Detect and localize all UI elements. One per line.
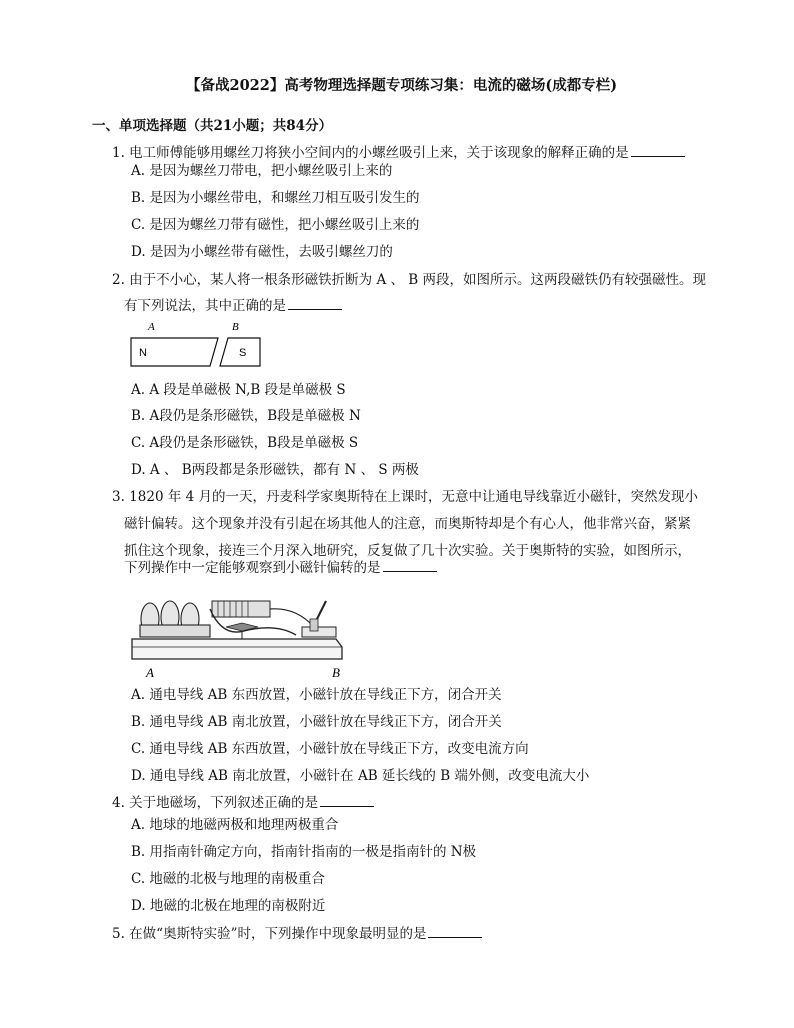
question-1-option-b: B. 是因为小螺丝带电，和螺丝刀相互吸引发生的 [131,190,420,206]
wire-holder [212,601,270,617]
question-3-option-c: C. 通电导线 AB 东西放置，小磁针放在导线正下方，改变电流方向 [131,741,529,757]
question-4-option-d: D. 地磁的北极在地理的南极附近 [131,898,326,914]
broken-magnet-figure [126,318,266,372]
question-2-option-d: D. A 、 B两段都是条形磁铁，都有 N 、 S 两极 [131,462,419,478]
question-1-option-d: D. 是因为小螺丝带有磁性，去吸引螺丝刀的 [131,244,393,260]
answer-blank [383,557,437,572]
question-4-option-b: B. 用指南针确定方向，指南针指南的一极是指南针的 N极 [131,844,477,860]
question-4-option-c: C. 地磁的北极与地理的南极重合 [131,871,325,887]
question-5-stem: 5. 在做“奥斯特实验”时，下列操作中现象最明显的是 [112,921,482,947]
question-3-stem-line-2: 磁针偏转。这个现象并没有引起在场其他人的注意，而奥斯特却是个有心人，他非常兴奋，紧紧 [124,516,691,532]
question-2-stem-line-2: 有下列说法，其中正确的是 [124,293,342,319]
question-4-option-a: A. 地球的地磁两极和地理两极重合 [131,817,339,833]
question-4-stem: 4. 关于地磁场，下列叙述正确的是 [112,790,374,816]
question-3-option-b: B. 通电导线 AB 南北放置，小磁针放在导线正下方，闭合开关 [131,714,502,730]
section-heading: 一、单项选择题（共21小题；共84分） [92,118,333,134]
figure-label-a: A [148,321,155,333]
question-2-option-a: A. A 段是单磁极 N,B 段是单磁极 S [131,382,346,398]
base-board [132,639,342,659]
figure-label-a: A [146,665,154,680]
question-3-stem-line-3: 抓住这个现象，接连三个月深入地研究，反复做了几十次实验。关于奥斯特的实验，如图所示， [124,543,691,559]
question-3-stem-line-1: 3. 1820 年 4 月的一天，丹麦科学家奥斯特在上课时，无意中让通电导线靠近小磁针，突然发现小 [112,489,698,505]
pole-n-label: N [139,347,147,359]
question-2-stem-line-1: 2. 由于不小心，某人将一根条形磁铁折断为 A 、 B 两段，如图所示。这两段磁铁仍有较强磁性。现 [112,272,707,288]
question-3-option-a: A. 通电导线 AB 东西放置，小磁针放在导线正下方，闭合开关 [131,687,502,703]
question-2-option-b: B. A段仍是条形磁铁，B段是单磁极 N [131,408,361,424]
pole-s-label: S [239,347,247,359]
question-3-option-d: D. 通电导线 AB 南北放置，小磁针在 AB 延长线的 B 端外侧，改变电流大小 [131,768,590,784]
figure-label-b: B [232,321,239,333]
question-1-option-a: A. 是因为螺丝刀带电，把小螺丝吸引上来的 [131,163,393,179]
question-1-stem: 1. 电工师傅能够用螺丝刀将狭小空间内的小螺丝吸引上来，关于该现象的解释正确的是 [112,140,685,166]
question-2-option-c: C. A段仍是条形磁铁，B段是单磁极 S [131,435,359,451]
answer-blank [320,792,374,807]
answer-blank [288,295,342,310]
oersted-experiment-figure [126,587,348,681]
answer-blank [631,142,685,157]
question-3-stem-line-4: 下列操作中一定能够观察到小磁针偏转的是 [124,555,437,581]
page-title: 【备战2022】高考物理选择题专项练习集：电流的磁场(成都专栏) [186,77,618,94]
answer-blank [428,923,482,938]
battery-icon [140,601,210,637]
switch-icon [302,601,336,637]
question-1-option-c: C. 是因为螺丝刀带有磁性，把小螺丝吸引上来的 [131,217,420,233]
figure-label-b: B [332,665,340,680]
